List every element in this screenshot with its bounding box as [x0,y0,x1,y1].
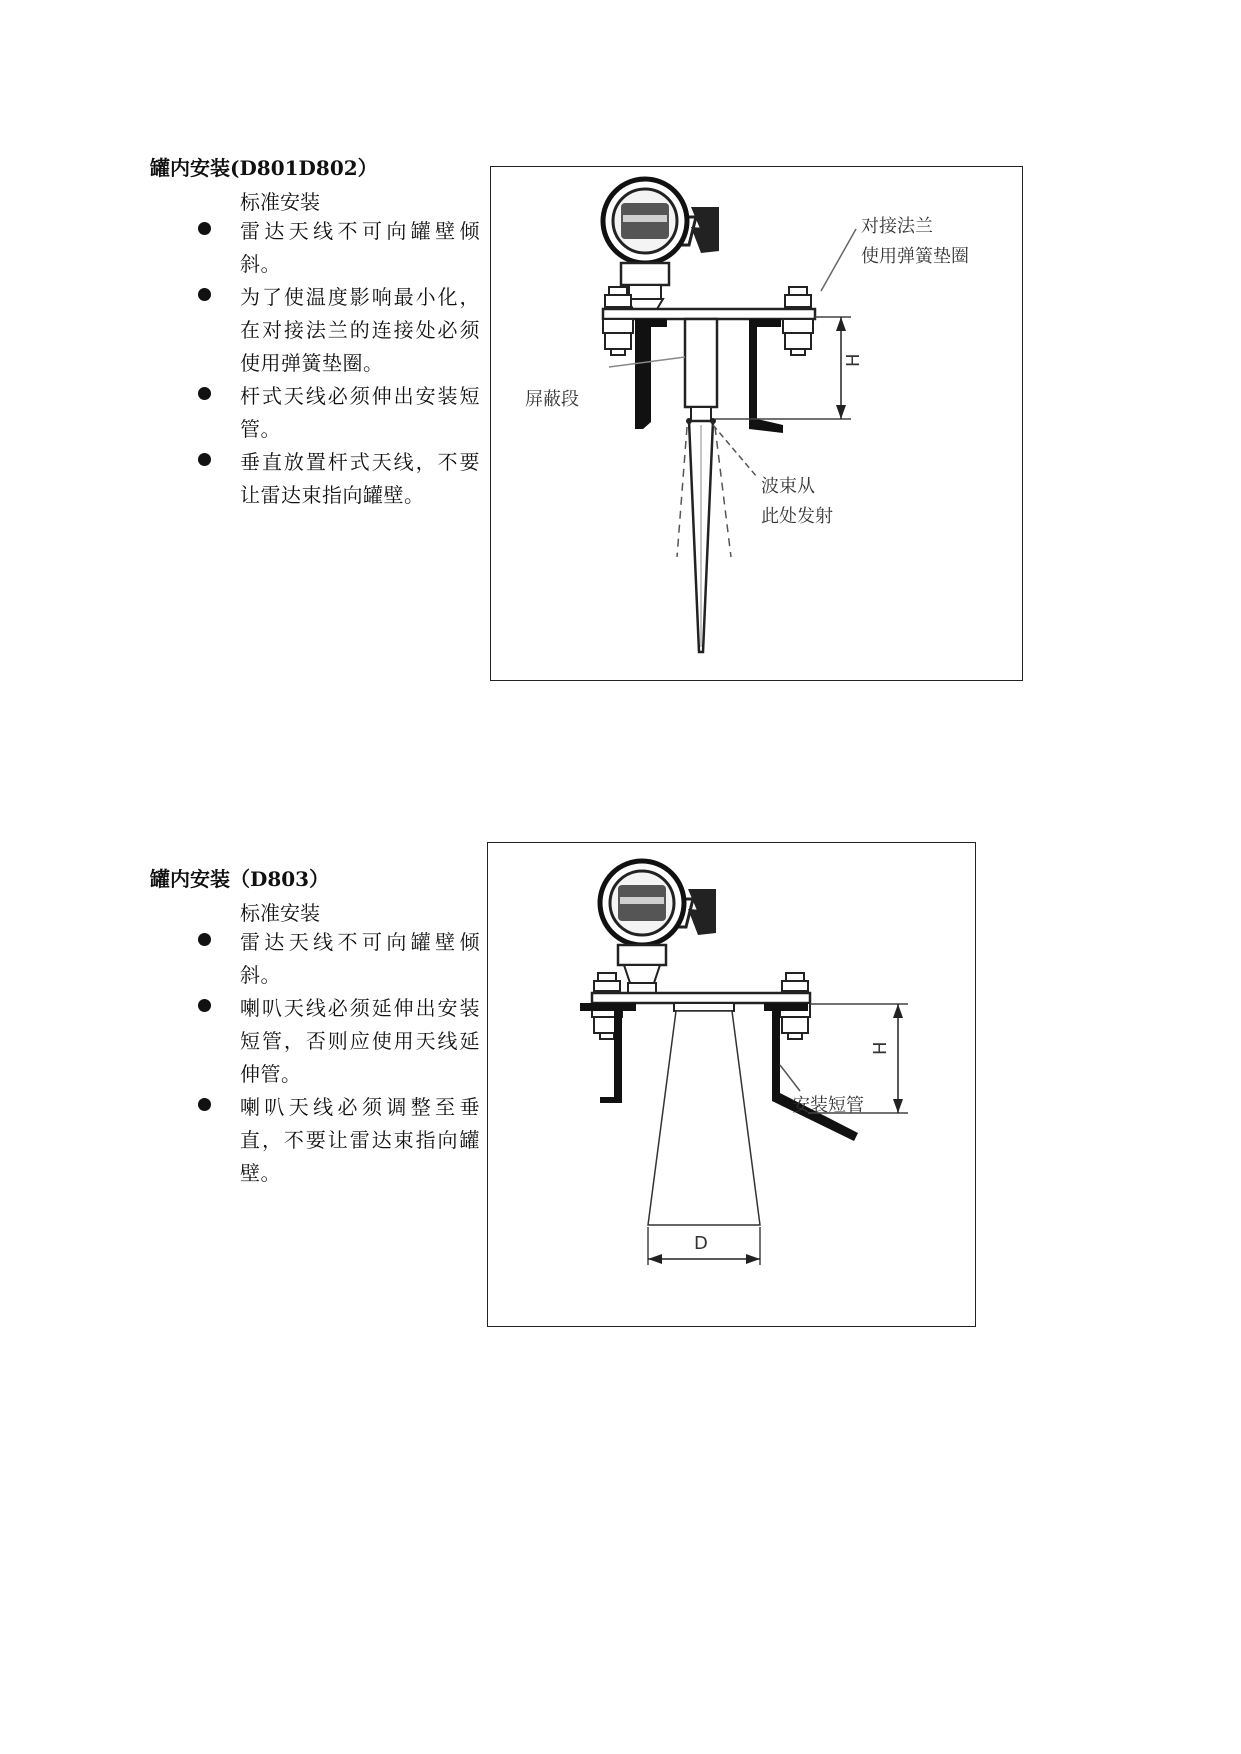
list-item-text: 为了使温度影响最小化，在对接法兰的连接处必须使用弹簧垫圈。 [240,285,480,375]
bullet-icon [198,999,211,1012]
subheading-section-1: 标准安装 [240,190,320,214]
label-shield-section: 屏蔽段 [525,389,579,410]
label-beam-line-1: 波束从 [761,476,815,497]
bullet-icon [198,288,211,301]
bullet-icon [198,222,211,235]
list-item [240,281,480,380]
list-item-text: 喇叭天线必须调整至垂直，不要让雷达束指向罐壁。 [240,1095,480,1185]
bolt-icon [783,287,813,355]
list-item-text: 喇叭天线必须延伸出安装短管，否则应使用天线延伸管。 [240,996,480,1086]
label-beam-line-2: 此处发射 [761,506,833,527]
list-item [240,926,480,992]
bullet-icon [198,387,211,400]
bullet-icon [198,1098,211,1111]
list-item [240,1091,480,1190]
list-item [240,380,480,446]
bullet-icon [198,933,211,946]
label-height-h: H [870,1041,891,1055]
list-item-text: 雷达天线不可向罐壁倾斜。 [240,219,480,276]
bolt-icon [603,287,633,355]
horn-antenna-diagram [487,842,976,1327]
heading-section-2: 罐内安装（D803） [150,867,330,891]
label-mounting-nozzle: 安装短管 [792,1095,864,1116]
list-item [240,215,480,281]
list-item [240,446,480,512]
list-item [240,992,480,1091]
label-height-h: H [843,353,864,367]
label-flange-line-1: 对接法兰 [861,216,933,237]
rod-antenna-diagram [490,166,1023,681]
list-item-text: 垂直放置杆式天线，不要让雷达束指向罐壁。 [240,450,480,507]
transmitter-housing-icon [600,861,716,993]
list-item-text: 雷达天线不可向罐壁倾斜。 [240,930,480,987]
list-item-text: 杆式天线必须伸出安装短管。 [240,384,480,441]
heading-section-1: 罐内安装(D801D802） [150,156,378,180]
label-diameter-d: D [694,1233,708,1254]
label-flange-line-2: 使用弹簧垫圈 [861,246,969,267]
bullet-icon [198,453,211,466]
subheading-section-2: 标准安装 [240,901,320,925]
